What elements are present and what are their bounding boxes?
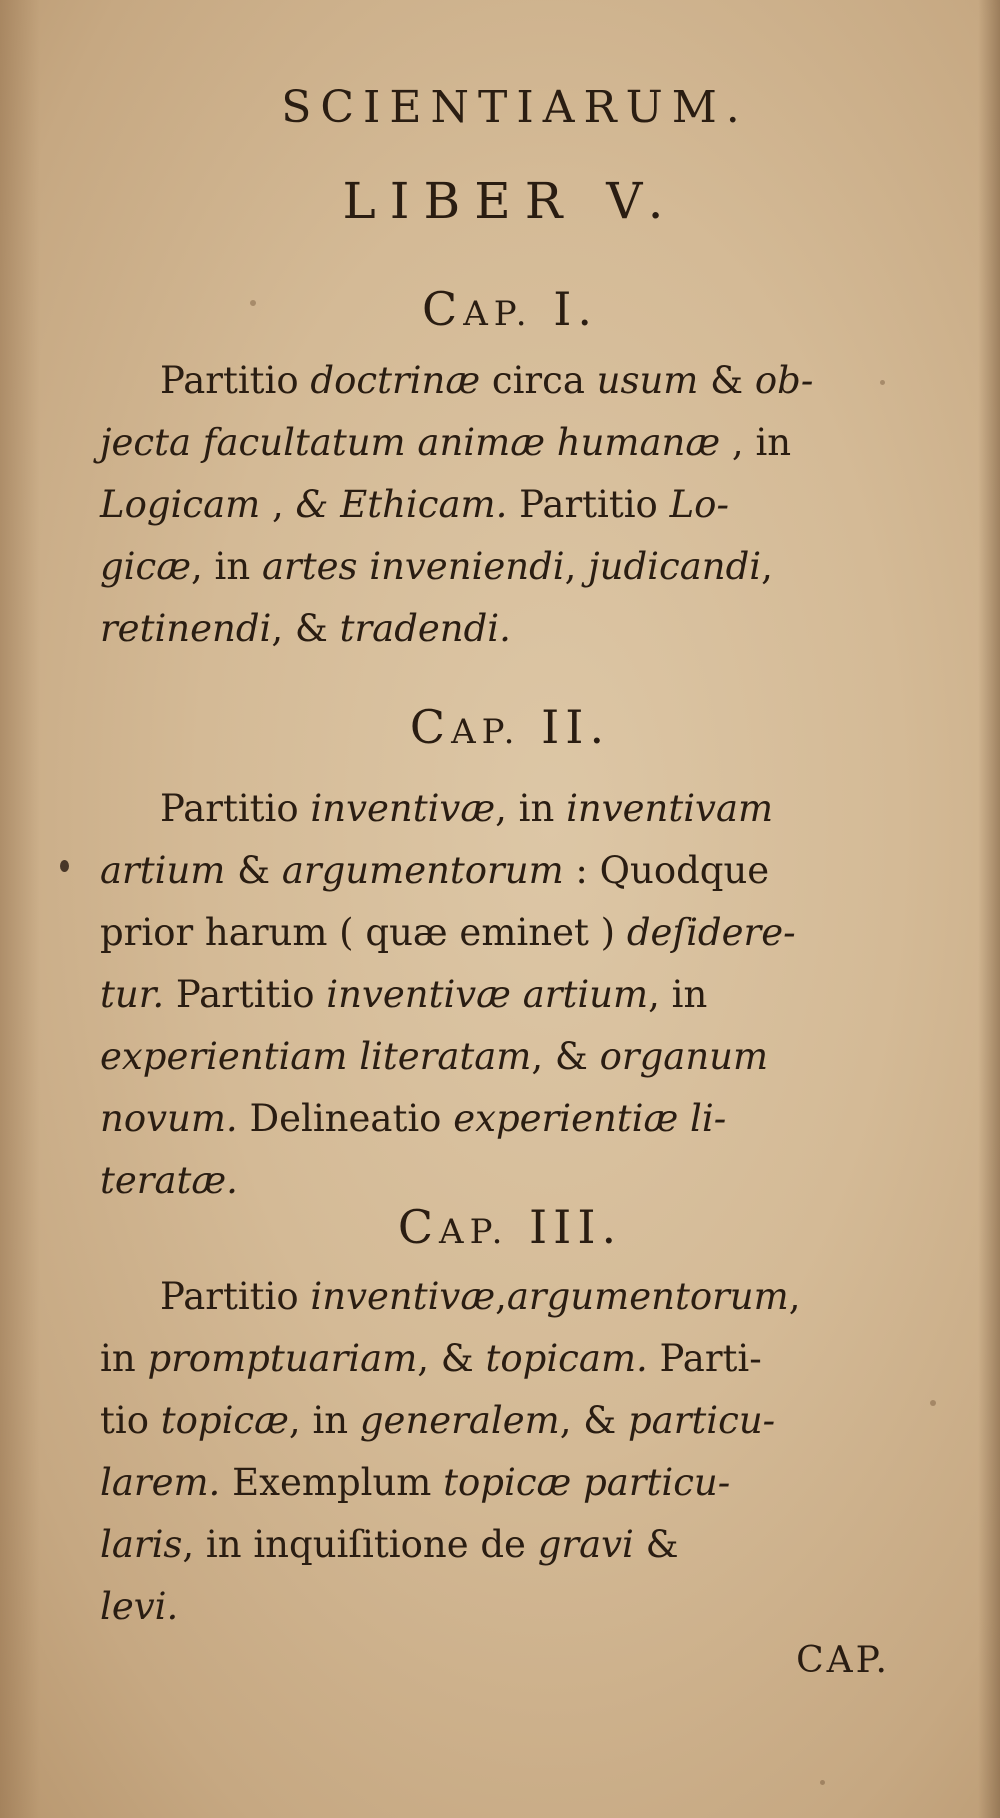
paper-spot	[820, 1780, 825, 1785]
chapter-heading-c: C	[409, 700, 452, 754]
roman-text: prior harum ( quæ eminet )	[100, 911, 627, 954]
summary-line	[100, 964, 860, 1026]
italic-text: experientiam literatam	[100, 1035, 532, 1078]
summary-line	[100, 474, 860, 536]
book-title: LIBER V.	[342, 172, 678, 230]
italic-text: argumentorum	[281, 849, 564, 892]
italic-text: doctrinæ	[310, 359, 481, 402]
italic-text: & Ethicam.	[295, 483, 508, 526]
roman-text: Partitio	[160, 1275, 311, 1318]
catchword: CAP.	[796, 1640, 890, 1681]
italic-text: levi.	[100, 1585, 179, 1628]
italic-text: topicæ particu-	[443, 1461, 731, 1504]
chapter-heading-2	[0, 700, 1000, 754]
summary-line	[100, 1026, 860, 1088]
roman-text: , in	[495, 787, 567, 830]
roman-text: ,	[564, 545, 589, 588]
italic-text: inventivam	[566, 787, 774, 830]
page-left-shadow	[0, 0, 40, 1818]
italic-text: argumentorum	[506, 1275, 789, 1318]
page-right-shadow	[978, 0, 1000, 1818]
summary-line	[100, 598, 860, 660]
roman-text: Partitio	[160, 787, 311, 830]
roman-text: in	[100, 1337, 148, 1380]
roman-text: , in	[648, 973, 708, 1016]
roman-text: , &	[559, 1399, 628, 1442]
italic-text: inventivæ artium	[326, 973, 649, 1016]
roman-text: , in inquiſitione de	[182, 1523, 538, 1566]
italic-text: retinendi	[100, 607, 272, 650]
italic-text: inventivæ	[310, 1275, 496, 1318]
italic-text: Lo-	[669, 483, 729, 526]
italic-text: organum	[599, 1035, 769, 1078]
chapter-heading-c: C	[397, 1200, 440, 1254]
chapter-heading-ap: AP.	[463, 294, 533, 334]
italic-text: artium	[100, 849, 226, 892]
italic-text: experientiæ li-	[453, 1097, 727, 1140]
italic-text: jecta facultatum animæ humanæ	[100, 421, 721, 464]
italic-text: deſidere-	[626, 911, 796, 954]
chapter-heading-number: I.	[553, 282, 598, 336]
summary-line	[100, 1576, 860, 1638]
roman-text: circa	[480, 359, 597, 402]
roman-text: Partitio	[507, 483, 670, 526]
chapter-summary-2	[100, 778, 860, 1212]
italic-text: gravi	[537, 1523, 634, 1566]
summary-line	[100, 412, 860, 474]
summary-line	[100, 1266, 860, 1328]
roman-text: ,	[260, 483, 296, 526]
italic-text: larem.	[100, 1461, 221, 1504]
summary-line	[100, 778, 860, 840]
italic-text: tur.	[100, 973, 165, 1016]
italic-text: inventivæ	[310, 787, 496, 830]
italic-text: promptuariam	[147, 1337, 418, 1380]
roman-text: , &	[531, 1035, 600, 1078]
chapter-heading-ap: AP.	[451, 712, 521, 752]
italic-text: artes inveniendi	[261, 545, 565, 588]
roman-text: Exemplum	[220, 1461, 444, 1504]
italic-text: topicam.	[485, 1337, 648, 1380]
roman-text: ,	[788, 1275, 801, 1318]
roman-text: ,	[761, 545, 773, 588]
italic-text: novum.	[100, 1097, 238, 1140]
roman-text: , in	[191, 545, 262, 588]
italic-text: particu-	[627, 1399, 776, 1442]
roman-text: Delineatio	[237, 1097, 454, 1140]
chapter-summary-1	[100, 350, 860, 660]
chapter-heading-ap: AP.	[439, 1212, 509, 1252]
summary-line	[100, 1452, 860, 1514]
italic-text: laris	[100, 1523, 183, 1566]
italic-text: teratæ.	[100, 1159, 238, 1202]
summary-line	[100, 536, 860, 598]
italic-text: gicæ	[100, 545, 192, 588]
italic-text: ob-	[754, 359, 814, 402]
roman-text: Partitio	[160, 359, 311, 402]
roman-text: tio	[100, 1399, 161, 1442]
italic-text: tradendi.	[339, 607, 511, 650]
chapter-heading-number: III.	[529, 1200, 623, 1254]
running-head: SCIENTIARUM.	[281, 82, 749, 133]
summary-line	[100, 1390, 860, 1452]
roman-text: Parti-	[647, 1337, 762, 1380]
roman-text: Partitio	[164, 973, 327, 1016]
roman-text: : Quodque	[563, 849, 770, 892]
summary-line	[100, 350, 860, 412]
summary-line	[100, 1088, 860, 1150]
roman-text: , &	[271, 607, 340, 650]
roman-text: ,	[495, 1275, 507, 1318]
chapter-heading-3	[0, 1200, 1000, 1254]
summary-line	[100, 840, 860, 902]
summary-line	[100, 1514, 860, 1576]
roman-text: &	[698, 359, 755, 402]
summary-line	[100, 902, 860, 964]
chapter-heading-number: II.	[541, 700, 611, 754]
italic-text: usum	[596, 359, 699, 402]
chapter-summary-3	[100, 1266, 860, 1638]
roman-text: &	[633, 1523, 679, 1566]
chapter-heading-1	[0, 282, 1000, 336]
paper-spot	[880, 380, 885, 385]
paper-spot	[60, 860, 69, 872]
paper-spot	[930, 1400, 936, 1406]
roman-text: , in	[288, 1399, 360, 1442]
summary-line	[100, 1328, 860, 1390]
italic-text: topicæ	[160, 1399, 289, 1442]
italic-text: generalem	[359, 1399, 560, 1442]
italic-text: judicandi	[588, 545, 762, 588]
chapter-heading-c: C	[422, 282, 464, 336]
italic-text: Logicam	[100, 483, 261, 526]
roman-text: , in	[720, 421, 792, 464]
roman-text: , &	[417, 1337, 486, 1380]
roman-text: &	[225, 849, 282, 892]
